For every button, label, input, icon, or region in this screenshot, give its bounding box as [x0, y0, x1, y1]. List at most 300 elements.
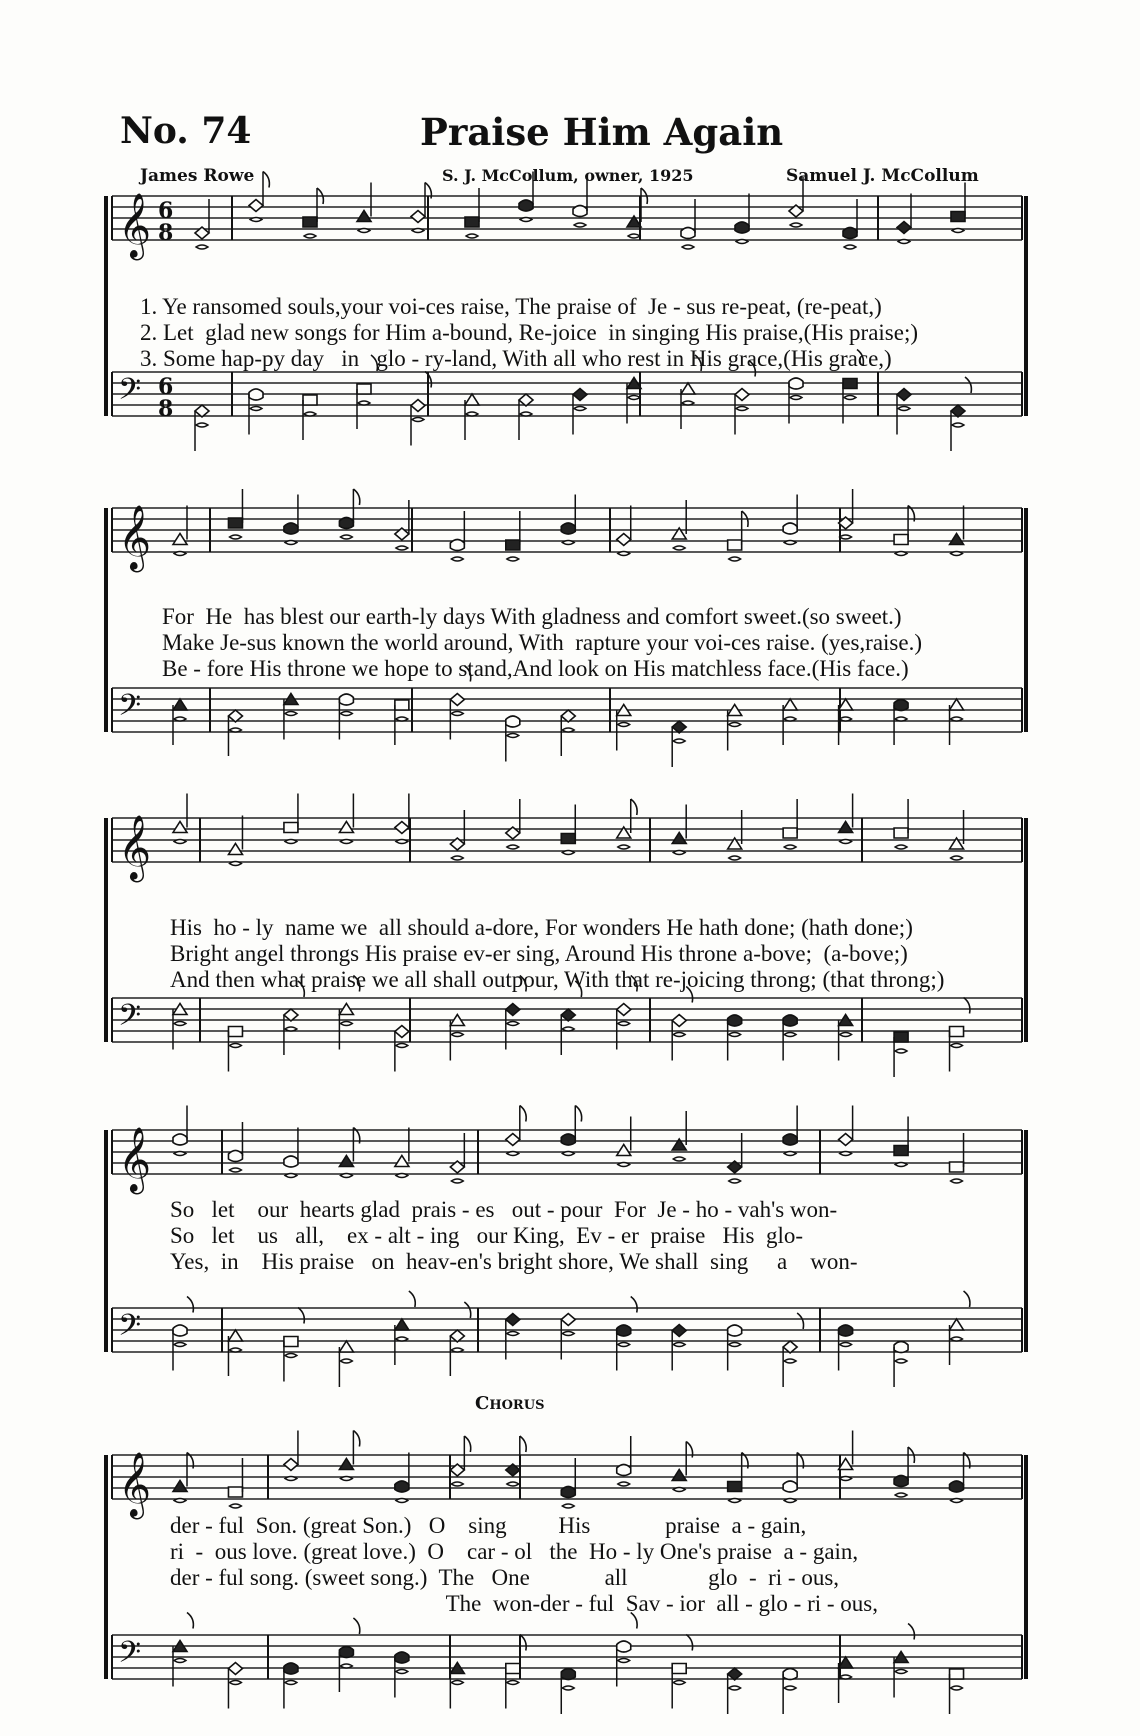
note-head	[561, 834, 575, 844]
note-head	[561, 1134, 575, 1145]
note-head	[451, 557, 463, 561]
note-head	[673, 1488, 685, 1492]
treble-clef-icon: 𝄞	[118, 1452, 152, 1517]
note-head	[784, 1686, 796, 1690]
note-head	[339, 1341, 353, 1352]
note-head	[174, 717, 186, 721]
note-head	[396, 1337, 408, 1341]
note-head	[358, 229, 370, 233]
lyric-line: And then what praise we all shall outpour, With that re-joicing throng; (that throng;)	[170, 967, 945, 992]
note-head	[729, 1686, 741, 1690]
note-head	[340, 1359, 352, 1363]
note-head	[783, 699, 797, 710]
note-head	[396, 1670, 408, 1674]
note-head	[840, 717, 852, 721]
time-signature-bottom: 8	[158, 220, 174, 246]
note-flag	[353, 1618, 359, 1634]
bass-clef-icon: 𝄢	[118, 1636, 142, 1677]
time-signature-top: 6	[158, 198, 174, 224]
note-head	[285, 1477, 297, 1481]
note-flag	[464, 1302, 470, 1318]
note-head	[729, 723, 741, 727]
note-head	[618, 1163, 630, 1167]
lyric-line: Yes, in His praise on heav-en's bright shore, We shall sing a won-	[170, 1249, 858, 1274]
note-head	[562, 728, 574, 732]
note-head	[573, 206, 587, 217]
note-head	[897, 222, 911, 234]
note-flag	[263, 172, 269, 188]
note-head	[396, 717, 408, 721]
note-head	[340, 1664, 352, 1668]
note-head	[673, 1681, 685, 1685]
note-flag	[631, 799, 637, 815]
note-head	[950, 1162, 964, 1172]
note-head	[844, 245, 856, 249]
note-head	[789, 378, 803, 389]
note-head	[617, 1145, 631, 1156]
note-head	[728, 540, 742, 550]
note-head	[396, 1044, 408, 1048]
note-head	[790, 396, 802, 400]
note-head	[228, 710, 242, 722]
note-head	[450, 1330, 464, 1342]
note-head	[340, 712, 352, 716]
lyric-line: 1. Ye ransomed souls,your voi-ces raise, The praise of Je - sus re-peat, (re-peat,)	[140, 294, 882, 319]
note-head	[451, 1179, 463, 1183]
note-head	[249, 200, 263, 212]
note-head	[618, 1482, 630, 1486]
note-head	[950, 1669, 964, 1679]
lyric-line: der - ful Son. (great Son.) O sing His praise a - gain,	[170, 1513, 807, 1538]
note-head	[285, 1354, 297, 1358]
note-flag	[464, 1436, 470, 1452]
note-flag	[520, 1436, 526, 1452]
note-head	[562, 1332, 574, 1336]
lyric-line: 3. Some hap-py day in glo - ry-land, With all who rest in His grace,(His grace,)	[140, 346, 892, 371]
lyric-line: For He has blest our earth-ly days With gladness and comfort sweet.(so sweet.)	[162, 604, 902, 629]
note-flag	[575, 1106, 581, 1122]
note-head	[729, 1033, 741, 1037]
note-head	[466, 412, 478, 416]
note-head	[898, 407, 910, 411]
lyrics-system-3	[170, 915, 944, 993]
note-head	[561, 1009, 575, 1021]
note-head	[729, 1343, 741, 1347]
bass-clef-icon: 𝄢	[118, 689, 142, 730]
note-head	[840, 1343, 852, 1347]
note-flag	[686, 1635, 692, 1651]
note-head	[284, 523, 298, 534]
note-head	[562, 541, 574, 545]
note-head	[173, 822, 187, 833]
note-head	[174, 1659, 186, 1663]
note-head	[506, 540, 520, 550]
note-head	[894, 1342, 908, 1353]
note-head	[340, 1022, 352, 1026]
note-head	[507, 1152, 519, 1156]
bass-clef-icon: 𝄢	[118, 999, 142, 1040]
note-flag	[631, 1297, 637, 1313]
note-head	[339, 1156, 353, 1167]
note-flag	[964, 1291, 970, 1307]
bass-clef-icon: 𝄢	[118, 1309, 142, 1350]
note-head	[728, 1325, 742, 1336]
note-head	[229, 1348, 241, 1352]
lyric-line: der - ful song. (sweet song.) The One all glo - ri - ous,	[170, 1565, 840, 1590]
note-head	[339, 518, 353, 529]
note-head	[617, 1465, 631, 1476]
note-head	[520, 218, 532, 222]
note-head	[339, 1647, 353, 1658]
note-head	[340, 535, 352, 539]
note-head	[561, 523, 575, 534]
note-head	[284, 1009, 298, 1021]
note-head	[339, 694, 353, 705]
note-head	[784, 845, 796, 849]
note-head	[284, 1156, 298, 1167]
note-head	[840, 1477, 852, 1481]
note-head	[174, 1152, 186, 1156]
note-head	[783, 1341, 797, 1353]
note-head	[574, 223, 586, 227]
note-head	[561, 710, 575, 722]
note-head	[839, 1134, 853, 1146]
note-flag	[797, 1313, 803, 1329]
note-head	[950, 1481, 964, 1492]
note-head	[672, 833, 686, 844]
note-head	[196, 423, 208, 427]
lyric-line: So let our hearts glad prais - es out - pour For Je - ho - vah's won-	[170, 1197, 838, 1222]
note-head	[451, 1482, 463, 1486]
note-head	[951, 717, 963, 721]
note-head	[682, 245, 694, 249]
note-head	[897, 389, 911, 401]
note-head	[451, 1348, 463, 1352]
lyric-line: Make Je-sus known the world around, With rapture your voi-ces raise. (yes,raise.)	[162, 630, 922, 655]
note-head	[728, 1482, 742, 1492]
time-signature-bottom: 8	[158, 396, 174, 422]
note-head	[562, 1686, 574, 1690]
note-head	[950, 1027, 964, 1037]
note-head	[783, 1481, 797, 1492]
note-head	[395, 1026, 409, 1038]
note-head	[173, 1481, 187, 1492]
note-head	[228, 1487, 242, 1497]
lyrics-system-5	[170, 1513, 878, 1617]
note-head	[735, 389, 749, 401]
note-head	[507, 734, 519, 738]
note-flag	[353, 1431, 359, 1447]
note-head	[617, 1325, 631, 1336]
note-head	[895, 1359, 907, 1363]
note-head	[519, 200, 533, 211]
note-head	[357, 211, 371, 222]
note-head	[673, 739, 685, 743]
note-head	[672, 721, 686, 733]
note-head	[396, 840, 408, 844]
note-head	[682, 401, 694, 405]
note-head	[840, 1033, 852, 1037]
note-head	[628, 234, 640, 238]
note-head	[174, 552, 186, 556]
note-head	[894, 1146, 908, 1156]
note-head	[228, 1027, 242, 1037]
lyric-line: His ho - ly name we all should a-dore, For wonders He hath done; (hath done;)	[170, 915, 913, 940]
note-head	[618, 1022, 630, 1026]
note-head	[507, 1482, 519, 1486]
note-head	[284, 1459, 298, 1471]
note-head	[618, 723, 630, 727]
note-head	[174, 1343, 186, 1347]
note-head	[357, 384, 371, 394]
note-head	[894, 700, 908, 711]
note-head	[339, 1459, 353, 1470]
note-head	[228, 1330, 242, 1341]
note-head	[617, 534, 631, 546]
note-head	[451, 712, 463, 716]
note-head	[894, 1032, 908, 1042]
note-head	[618, 552, 630, 556]
note-head	[465, 217, 479, 227]
note-head	[285, 712, 297, 716]
note-head	[249, 389, 263, 400]
note-head	[506, 1134, 520, 1146]
note-head	[284, 1663, 298, 1674]
note-head	[229, 1681, 241, 1685]
note-head	[618, 845, 630, 849]
note-head	[285, 840, 297, 844]
note-head	[507, 1332, 519, 1336]
lyricist-credit: James Rowe	[140, 166, 255, 186]
note-head	[681, 383, 695, 394]
chorus-label: Chorus	[475, 1393, 545, 1414]
note-head	[561, 1314, 575, 1326]
note-head	[174, 1499, 186, 1503]
note-head	[285, 1681, 297, 1685]
note-head	[574, 407, 586, 411]
note-head	[673, 851, 685, 855]
lyric-line: Be - fore His throne we hope to stand,And look on His matchless face.(His face.)	[162, 656, 909, 681]
note-head	[894, 828, 908, 838]
bass-clef-icon: 𝄢	[118, 373, 142, 414]
note-head	[895, 1670, 907, 1674]
lyric-line: 2. Let glad new songs for Him a-bound, Re-joice in singing His praise,(His praise;)	[140, 320, 919, 345]
note-head	[173, 1134, 187, 1145]
note-head	[839, 822, 853, 833]
note-head	[507, 557, 519, 561]
note-head	[451, 1033, 463, 1037]
note-head	[174, 840, 186, 844]
note-head	[952, 229, 964, 233]
note-head	[784, 1499, 796, 1503]
note-head	[285, 1174, 297, 1178]
note-head	[506, 1004, 520, 1016]
note-flag	[187, 1297, 193, 1313]
note-head	[284, 1337, 298, 1347]
note-head	[358, 401, 370, 405]
note-head	[561, 1487, 575, 1498]
note-head	[228, 1663, 242, 1675]
note-head	[950, 1319, 964, 1330]
note-head	[396, 1174, 408, 1178]
note-head	[784, 1152, 796, 1156]
note-head	[628, 396, 640, 400]
note-head	[617, 1004, 631, 1016]
note-head	[617, 1641, 631, 1652]
note-head	[339, 822, 353, 833]
lyrics-system-2	[162, 604, 922, 682]
note-head	[783, 1015, 797, 1026]
treble-clef-icon: 𝄞	[118, 815, 152, 880]
note-flag	[520, 1106, 526, 1122]
note-head	[174, 1022, 186, 1026]
note-head	[844, 396, 856, 400]
note-head	[412, 229, 424, 233]
note-head	[736, 240, 748, 244]
treble-clef-icon: 𝄞	[118, 1127, 152, 1192]
note-head	[729, 856, 741, 860]
note-head	[228, 518, 242, 528]
note-head	[895, 717, 907, 721]
note-head	[784, 541, 796, 545]
note-head	[673, 1157, 685, 1161]
note-head	[783, 523, 797, 534]
note-head	[735, 222, 749, 233]
note-head	[450, 694, 464, 706]
note-head	[450, 540, 464, 551]
treble-clef-icon: 𝄞	[118, 193, 152, 258]
note-head	[672, 1664, 686, 1674]
note-head	[951, 552, 963, 556]
note-head	[250, 407, 262, 411]
note-flag	[298, 1308, 304, 1324]
note-head	[303, 395, 317, 405]
note-head	[618, 1343, 630, 1347]
note-head	[451, 1681, 463, 1685]
note-head	[395, 1652, 409, 1663]
hymn-number: No. 74	[120, 110, 252, 152]
note-head	[784, 717, 796, 721]
note-head	[506, 716, 520, 727]
note-head	[396, 546, 408, 550]
note-head	[250, 218, 262, 222]
note-head	[411, 211, 425, 223]
note-head	[228, 1151, 242, 1162]
note-head	[952, 423, 964, 427]
lyric-line: ri - ous love. (great love.) O car - ol the Ho - ly One's praise a - gain,	[170, 1539, 859, 1564]
note-head	[672, 1325, 686, 1337]
note-head	[951, 1686, 963, 1690]
note-head	[728, 1668, 742, 1680]
composer-credit: Samuel J. McCollum	[786, 166, 979, 186]
note-head	[681, 228, 695, 239]
note-head	[229, 535, 241, 539]
note-head	[673, 1033, 685, 1037]
note-head	[229, 1044, 241, 1048]
note-head	[395, 1319, 409, 1330]
note-head	[784, 1033, 796, 1037]
note-head	[340, 1174, 352, 1178]
note-head	[396, 1499, 408, 1503]
note-head	[573, 389, 587, 401]
note-head	[395, 822, 409, 834]
note-head	[728, 1015, 742, 1026]
note-head	[950, 534, 964, 545]
note-head	[895, 1049, 907, 1053]
lyric-line: Bright angel throngs His praise ev-er sing, Around His throne a-bove; (a-bove;)	[170, 941, 908, 966]
note-head	[229, 1168, 241, 1172]
note-head	[340, 840, 352, 844]
note-head	[783, 1134, 797, 1145]
note-head	[285, 541, 297, 545]
note-head	[520, 412, 532, 416]
note-head	[229, 862, 241, 866]
note-head	[562, 1152, 574, 1156]
note-head	[466, 234, 478, 238]
note-head	[784, 1359, 796, 1363]
note-head	[894, 1476, 908, 1487]
note-head	[672, 1015, 686, 1027]
note-head	[304, 234, 316, 238]
note-head	[395, 1481, 409, 1492]
note-head	[395, 1156, 409, 1167]
copyright-credit: S. J. McCollum, owner, 1925	[442, 166, 694, 185]
note-head	[950, 699, 964, 710]
note-head	[951, 405, 965, 417]
note-head	[412, 418, 424, 422]
note-head	[840, 840, 852, 844]
note-flag	[964, 998, 970, 1014]
note-flag	[908, 1624, 914, 1640]
note-head	[843, 228, 857, 239]
lyric-line: The won-der - ful Sav - ior all - glo - ri - ous,	[170, 1591, 879, 1616]
lyric-line: So let us all, ex - alt - ing our King, Ev - er praise His glo-	[170, 1223, 804, 1248]
treble-clef-icon: 𝄞	[118, 505, 152, 570]
note-head	[840, 535, 852, 539]
note-head	[519, 394, 533, 406]
note-head	[562, 1027, 574, 1031]
note-head	[840, 1675, 852, 1679]
note-head	[729, 1179, 741, 1183]
note-head	[673, 1343, 685, 1347]
note-head	[951, 1337, 963, 1341]
note-head	[898, 240, 910, 244]
note-head	[562, 1504, 574, 1508]
note-flag	[353, 489, 359, 505]
note-head	[507, 1022, 519, 1026]
note-head	[228, 844, 242, 855]
note-head	[304, 412, 316, 416]
time-signature-top: 6	[158, 374, 174, 400]
note-flag	[965, 377, 971, 393]
note-head	[672, 1470, 686, 1481]
note-head	[783, 1669, 797, 1680]
hymn-title: Praise Him Again	[420, 110, 784, 154]
note-head	[562, 851, 574, 855]
note-head	[411, 400, 425, 412]
note-head	[894, 535, 908, 545]
note-head	[895, 845, 907, 849]
note-head	[451, 856, 463, 860]
note-head	[285, 1027, 297, 1031]
note-head	[173, 699, 187, 710]
note-head	[843, 379, 857, 389]
note-head	[951, 1044, 963, 1048]
note-head	[284, 823, 298, 833]
note-head	[736, 407, 748, 411]
note-head	[729, 1499, 741, 1503]
note-head	[561, 1669, 575, 1680]
